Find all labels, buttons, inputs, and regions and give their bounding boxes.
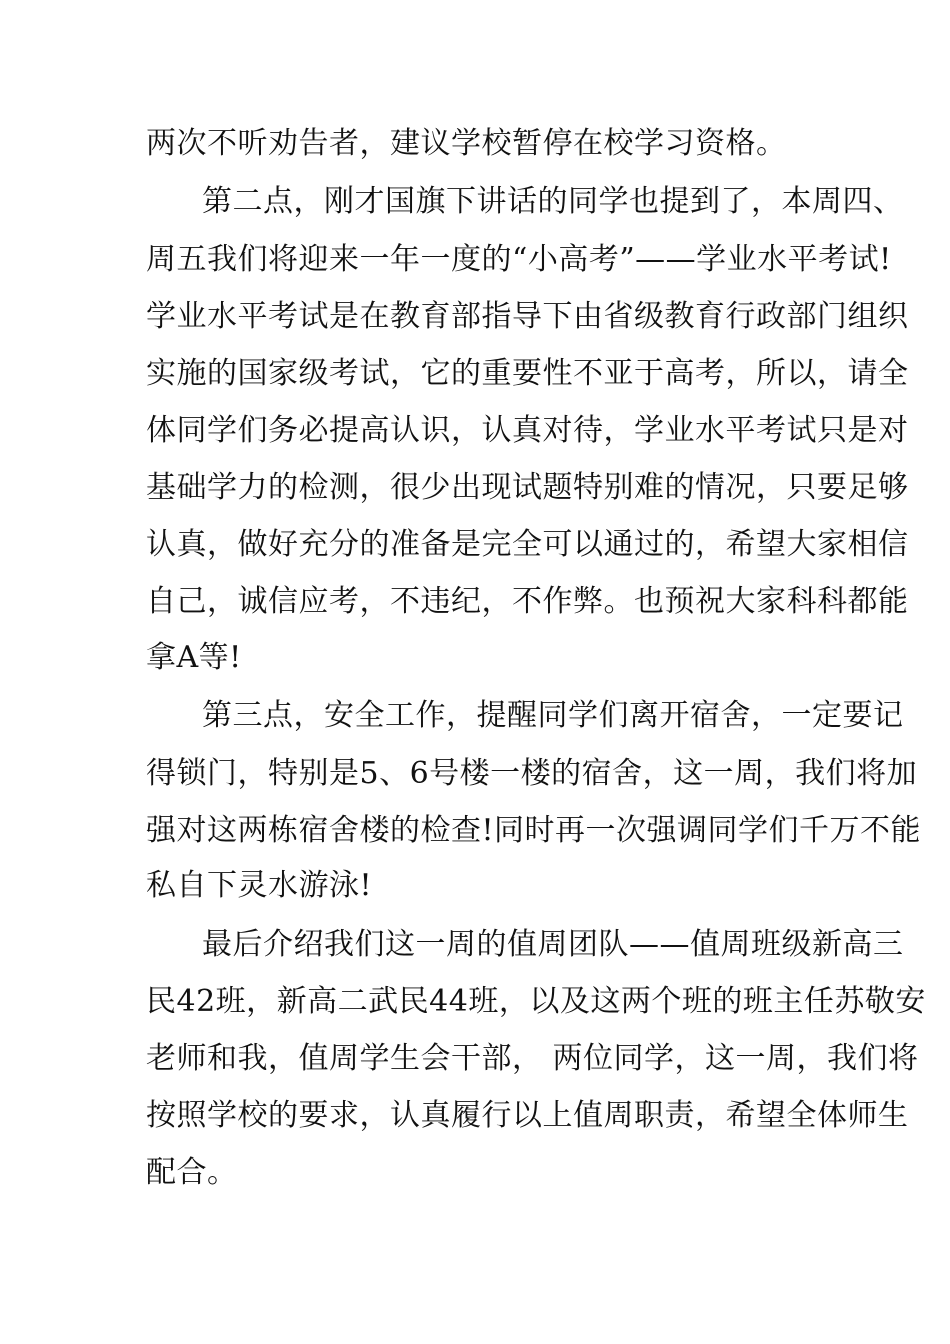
text-line: 体同学们务必提高认识，认真对待，学业水平考试只是对 xyxy=(146,413,909,448)
text-line: 两次不听劝告者，建议学校暂停在校学习资格。 xyxy=(146,126,787,161)
text-line: 实施的国家级考试，它的重要性不亚于高考，所以，请全 xyxy=(146,356,909,391)
text-line: 最后介绍我们这一周的值周团队——值周班级新高三 xyxy=(202,927,904,962)
text-line: 自己，诚信应考，不违纪，不作弊。也预祝大家科科都能 xyxy=(146,584,909,619)
text-line: 强对这两栋宿舍楼的检查!同时再一次强调同学们千万不能 xyxy=(146,813,922,848)
text-line: 基础学力的检测，很少出现试题特别难的情况，只要足够 xyxy=(146,470,909,505)
text-line: 配合。 xyxy=(146,1155,238,1190)
text-line: 学业水平考试是在教育部指导下由省级教育行政部门组织 xyxy=(146,299,909,334)
text-line: 老师和我，值周学生会干部， 两位同学，这一周，我们将 xyxy=(146,1041,919,1076)
text-line: 民42班，新高二武民44班，以及这两个班的班主任苏敬安 xyxy=(146,984,926,1019)
text-line: 按照学校的要求，认真履行以上值周职责，希望全体师生 xyxy=(146,1098,909,1133)
text-line: 私自下灵水游泳! xyxy=(146,868,373,903)
text-line: 第二点，刚才国旗下讲话的同学也提到了，本周四、 xyxy=(202,184,904,219)
text-line: 得锁门，特别是5、6号楼一楼的宿舍，这一周，我们将加 xyxy=(146,756,918,791)
text-line: 第三点，安全工作，提醒同学们离开宿舍，一定要记 xyxy=(202,698,904,733)
text-line: 周五我们将迎来一年一度的“小高考”——学业水平考试! xyxy=(146,242,892,277)
text-line: 拿A等! xyxy=(146,640,242,675)
text-line: 认真，做好充分的准备是完全可以通过的，希望大家相信 xyxy=(146,527,909,562)
